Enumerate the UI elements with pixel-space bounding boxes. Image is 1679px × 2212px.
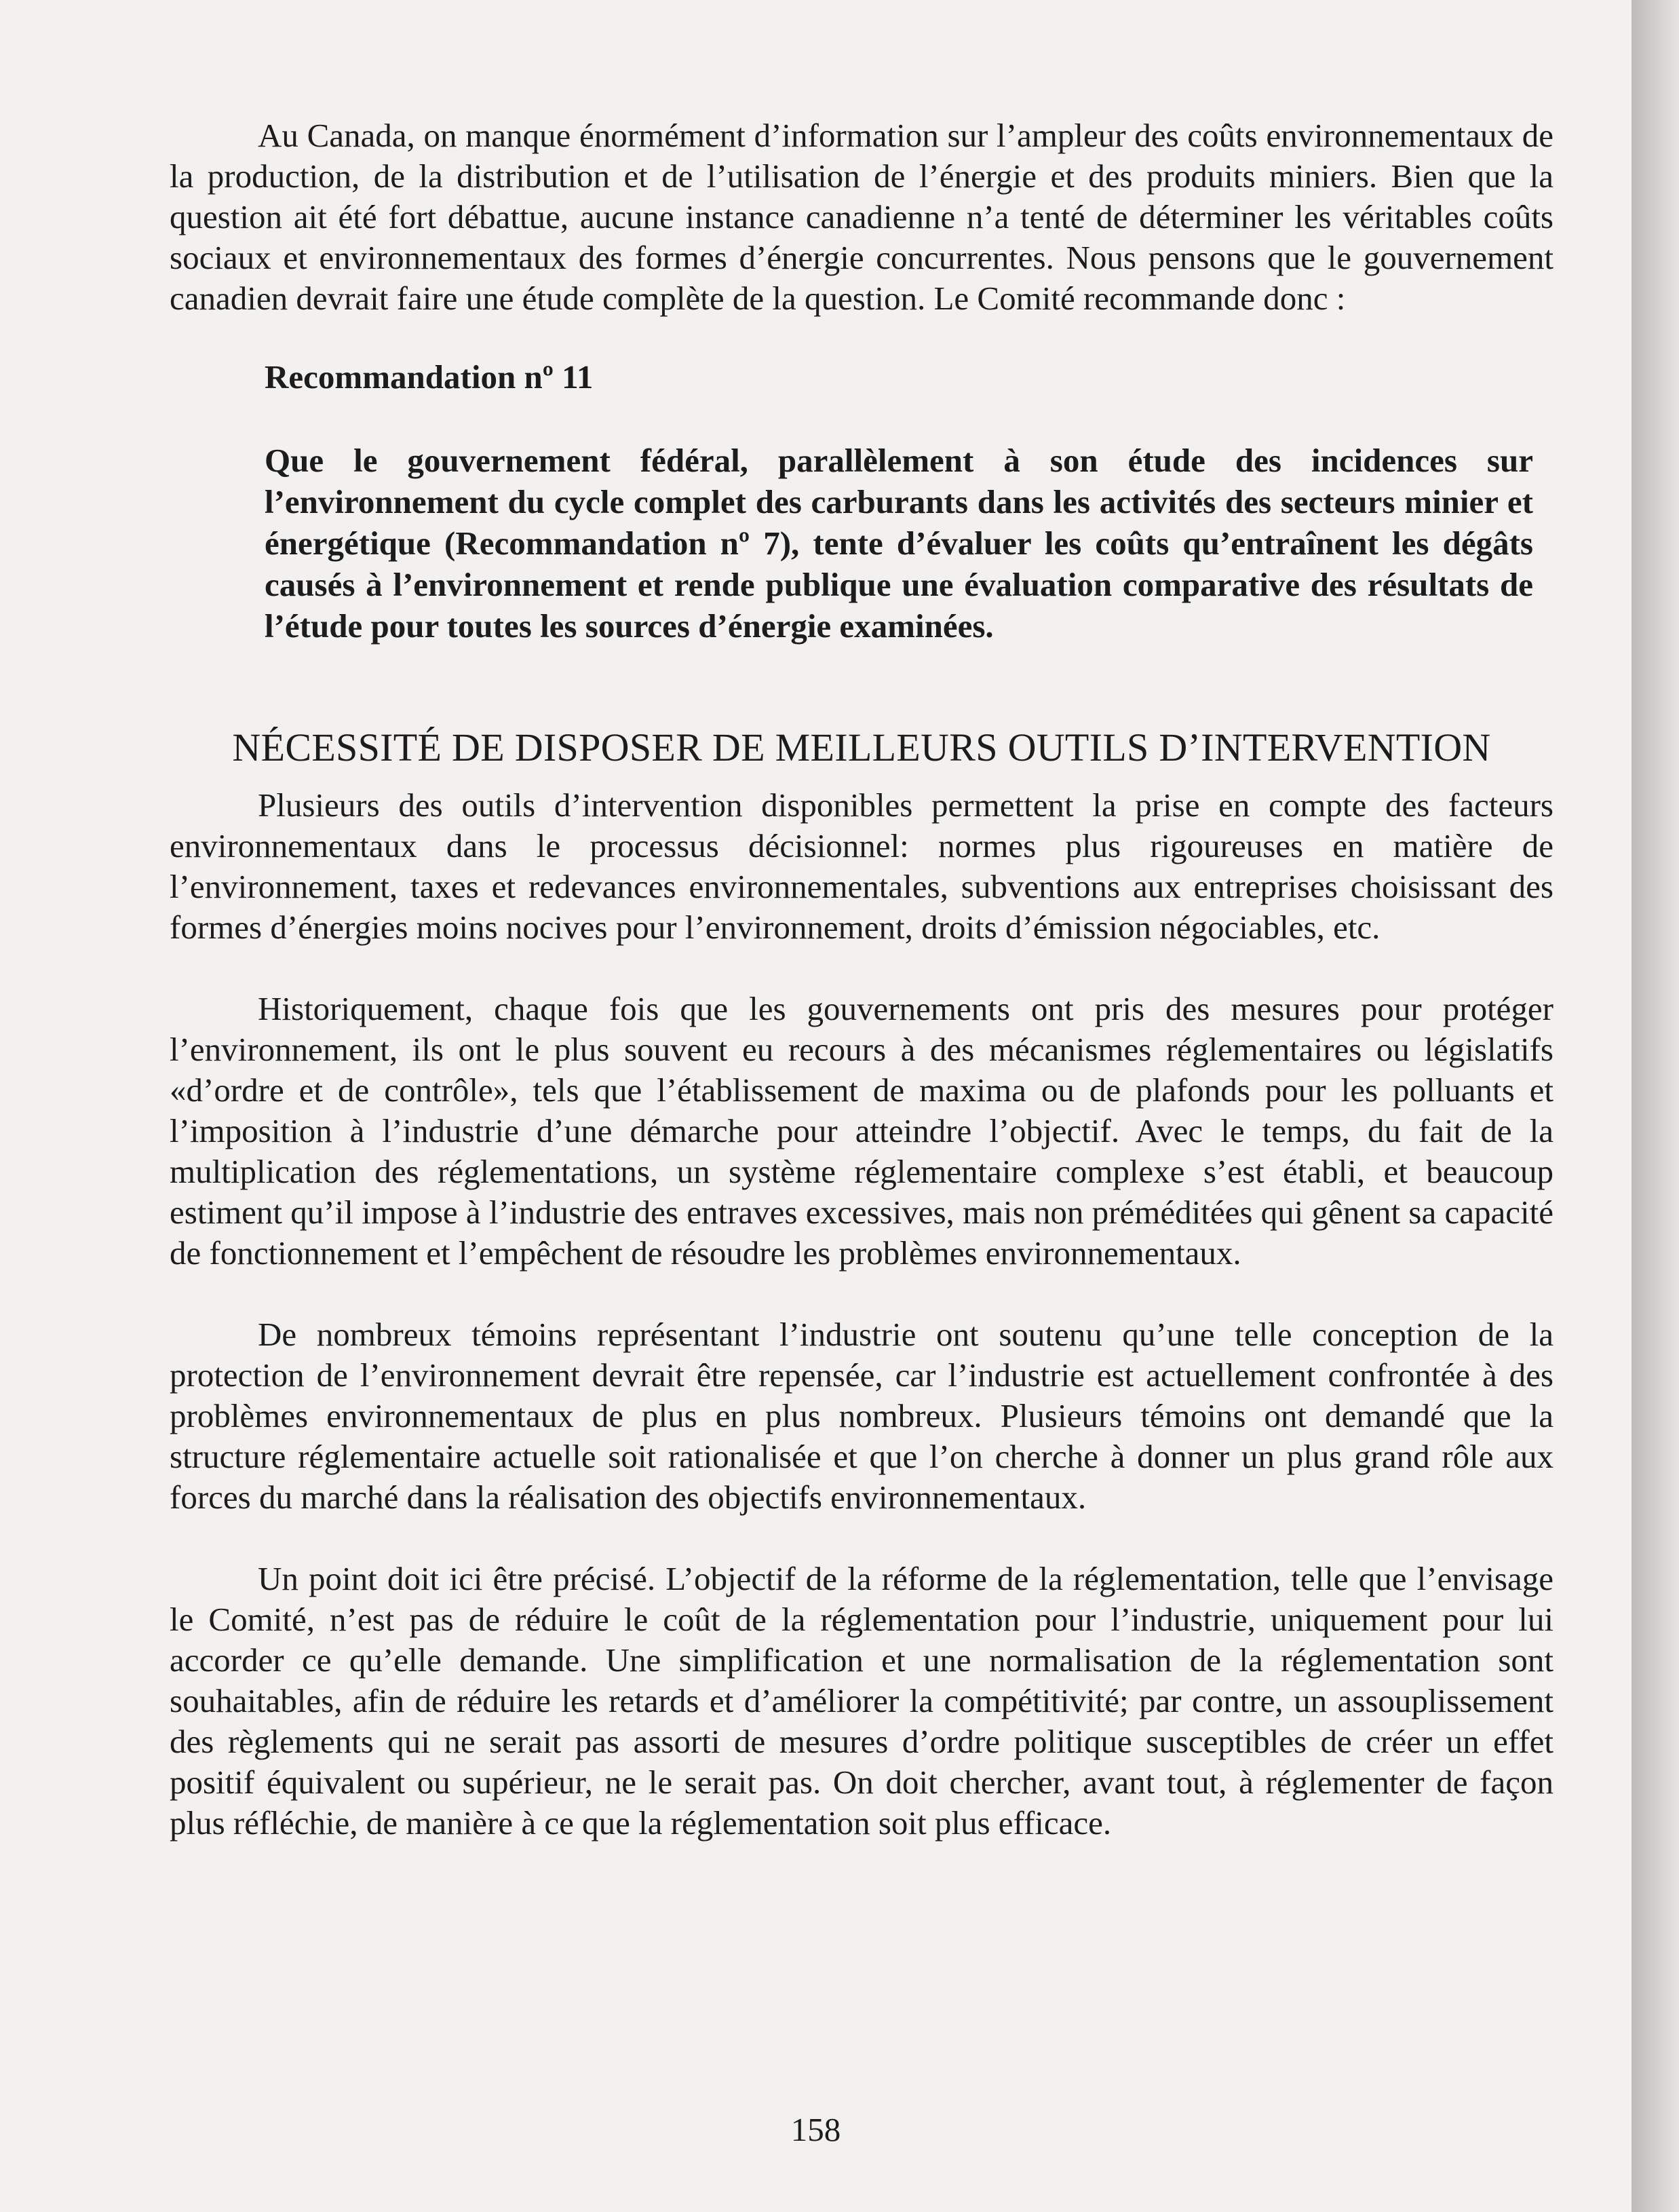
section-heading: NÉCESSITÉ DE DISPOSER DE MEILLEURS OUTILS D’INTERVENTION — [232, 725, 1491, 769]
page-number: 158 — [790, 2111, 841, 2148]
recommendation-title: Recommandation nº 11 — [265, 358, 594, 396]
section-paragraph-3: De nombreux témoins représentant l’industrie ont soutenu qu’une telle conception de la protection de l’environnement devrait être repensée, car l’industrie est actuellement confrontée à des problèmes environnementaux de plus en plus nombreux. Plusieurs témoins ont demandé que la structure réglementaire actuelle soit rationalisée et que l’on cherche à donner un plus grand rôle aux forces du marché dans la réalisation des objectifs environnementaux. — [170, 1316, 1553, 1516]
document-body — [170, 115, 1553, 1884]
intro-paragraph: Au Canada, on manque énormément d’information sur l’ampleur des coûts environnementaux de la production, de la distribution et de l’utilisation de l’énergie et des produits miniers. Bien que la question ait été fort débattue, aucune instance canadienne n’a tenté de déterminer les véritables coûts sociaux et environnementaux des formes d’énergie concurrentes. Nous pensons que le gouvernement canadien devrait faire une étude complète de la question. Le Comité recommande donc : — [170, 117, 1553, 317]
section-paragraph-1: Plusieurs des outils d’intervention disponibles permettent la prise en compte des facteurs environnementaux dans le processus décisionnel: normes plus rigoureuses en matière de l’environnement, taxes et redevances environnementales, subventions aux entreprises choisissant des formes d’énergies moins nocives pour l’environnement, droits d’émission négociables, etc. — [170, 786, 1553, 946]
recommendation-text: Que le gouvernement fédéral, parallèlement à son étude des incidences sur l’environnement du cycle complet des carburants dans les activités des secteurs minier et énergétique (Recommandation nº 7), tente d’évaluer les coûts qu’entraînent les dégâts causés à l’environnement et rende publique une évaluation comparative des résultats de l’étude pour toutes les sources d’énergie examinées. — [265, 442, 1533, 645]
section-paragraph-2: Historiquement, chaque fois que les gouvernements ont pris des mesures pour protéger l’environnement, ils ont le plus souvent eu recours à des mécanismes réglementaires ou législatifs «d’ordre et de contrôle», tels que l’établissement de maxima ou de plafonds pour les polluants et l’imposition à l’industrie d’une démarche pour atteindre l’objectif. Avec le temps, du fait de la multiplication des réglementations, un système réglementaire complexe s’est établi, et beaucoup estiment qu’il impose à l’industrie des entraves excessives, mais non préméditées qui gênent sa capacité de fonctionnement et l’empêchent de résoudre les problèmes environnementaux. — [170, 990, 1553, 1272]
page-edge-shadow — [1632, 0, 1679, 2212]
section-paragraph-4: Un point doit ici être précisé. L’objectif de la réforme de la réglementation, telle que l’envisage le Comité, n’est pas de réduire le coût de la réglementation pour l’industrie, uniquement pour lui accorder ce qu’elle demande. Une simplification et une normalisation de la réglementation sont souhaitables, afin de réduire les retards et d’améliorer la compétitivité; par contre, un assouplissement des règlements qui ne serait pas assorti de mesures d’ordre politique susceptibles de créer un effet positif équivalent ou supérieur, ne le serait pas. On doit chercher, avant tout, à réglementer de façon plus réfléchie, de manière à ce que la réglementation soit plus efficace. — [170, 1560, 1553, 1842]
